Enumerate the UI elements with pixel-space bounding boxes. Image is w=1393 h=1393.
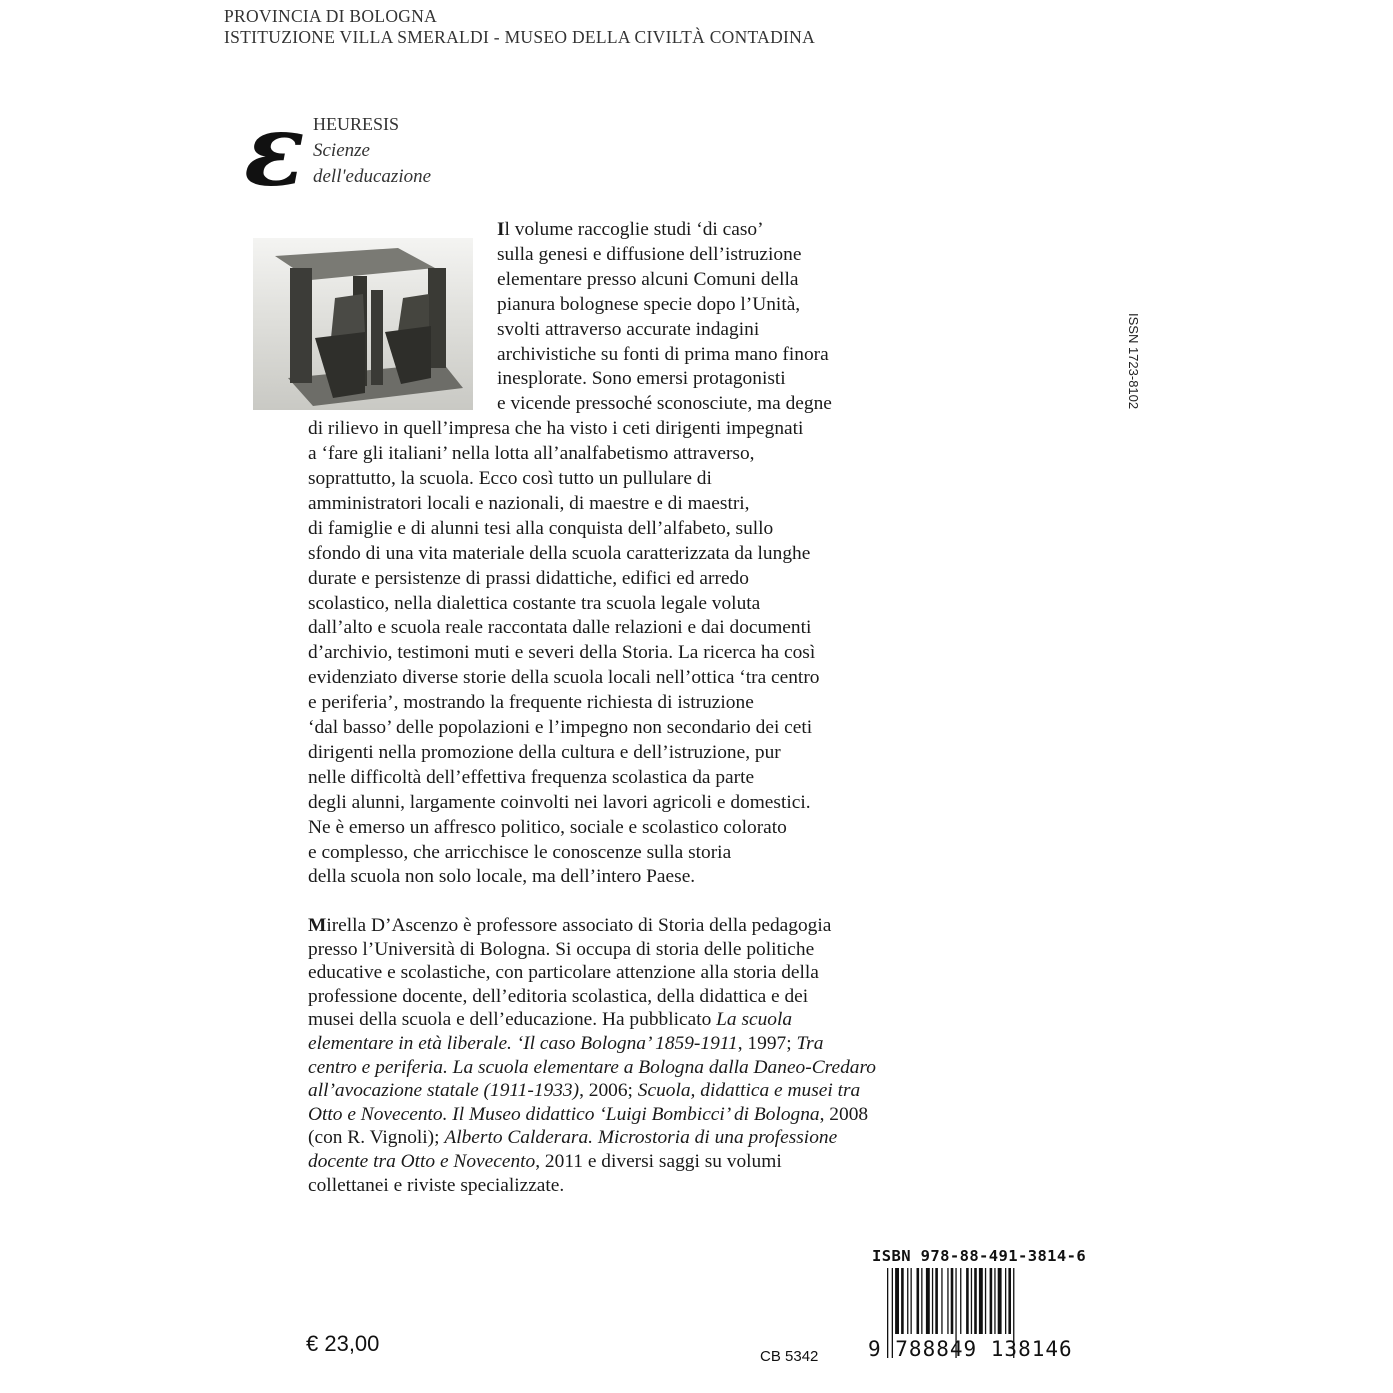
text-segment: ‘dal basso’ delle popolazioni e l’impegno non secondario dei ceti <box>308 717 813 738</box>
barcode-bar <box>932 1268 933 1334</box>
text-segment: soprattutto, la scuola. Ecco così tutto un pullulare di <box>308 468 712 489</box>
text-segment: durate e persistenze di prassi didattiche, edifici ed arredo <box>308 567 749 589</box>
description-line <box>497 244 801 266</box>
barcode-bar <box>974 1268 977 1334</box>
text-segment: svolti attraverso accurate indagini <box>497 318 760 340</box>
text-segment: collettanei e riviste specializzate. <box>308 1174 565 1196</box>
series-subtitle-1: Scienze <box>313 140 370 161</box>
bio-line <box>308 1175 564 1197</box>
text-segment: sulla genesi e diffusione dell’istruzione <box>497 243 802 265</box>
text-segment: dirigenti nella promozione della cultura e dell’istruzione, pur <box>308 741 781 763</box>
text-segment: amministratori locali e nazionali, di maestre e di maestri, <box>308 492 750 514</box>
barcode-bar <box>985 1268 986 1334</box>
text-segment: di rilievo in quell’impresa che ha visto i ceti dirigenti impegnati <box>308 418 804 440</box>
description-line <box>308 742 781 764</box>
description-line <box>497 344 829 366</box>
description-line <box>497 294 800 316</box>
text-segment: archivistiche su fonti di prima mano finora <box>497 343 829 365</box>
barcode-bar <box>901 1268 904 1334</box>
description-line <box>308 792 811 814</box>
barcode-bar <box>960 1268 961 1334</box>
barcode-bar <box>1005 1268 1006 1334</box>
issn-label: ISSN 1723-8102 <box>1126 313 1141 410</box>
text-segment: presso l’Università di Bologna. Si occupa di storia delle politiche <box>308 938 815 960</box>
description-line <box>308 518 773 540</box>
text-segment: evidenziato diverse storie della scuola locali nell’ottica ‘tra centro <box>308 667 820 689</box>
text-segment: musei della scuola e dell’educazione. Ha pubblicato <box>308 1009 717 1031</box>
barcode-bar <box>921 1268 922 1334</box>
description-line <box>308 667 819 689</box>
italic-title-text: centro e periferia. La scuola elementare a Bologna dalla Daneo-Credaro <box>308 1056 876 1078</box>
description-line <box>308 692 754 714</box>
barcode-bar <box>951 1268 954 1334</box>
description-line <box>308 443 755 465</box>
text-segment: elementare presso alcuni Comuni della <box>497 268 799 290</box>
text-segment: , 2006; <box>579 1080 638 1102</box>
text-segment: inesplorate. Sono emersi protagonisti <box>497 368 786 390</box>
barcode-bar <box>990 1268 993 1334</box>
description-line <box>497 269 799 291</box>
text-segment: della scuola non solo locale, ma dell’intero Paese. <box>308 866 696 888</box>
drop-cap: I <box>497 219 505 240</box>
bio-line <box>308 1033 823 1055</box>
text-segment: e periferia’, mostrando la frequente richiesta di istruzione <box>308 692 754 714</box>
description-line <box>308 767 754 789</box>
text-segment: d’archivio, testimoni muti e severi della Storia. La ricerca ha così <box>308 642 816 664</box>
description-line <box>308 642 815 664</box>
text-segment: , 1997; <box>737 1033 797 1054</box>
bio-line <box>308 939 814 961</box>
barcode-bar <box>971 1268 972 1334</box>
barcode-bar <box>947 1268 948 1334</box>
text-segment: scolastico, nella dialettica costante tra scuola legale voluta <box>308 592 761 614</box>
text-segment: di famiglie e di alunni tesi alla conquista dell’alfabeto, sullo <box>308 517 774 539</box>
barcode-bar <box>917 1268 920 1334</box>
description-line <box>308 817 787 839</box>
text-segment: sfondo di una vita materiale della scuola caratterizzata da lunghe <box>308 542 811 564</box>
description-line <box>497 368 786 390</box>
barcode-bar <box>1008 1268 1011 1334</box>
barcode-bar <box>979 1268 983 1334</box>
barcode-bar <box>895 1268 899 1334</box>
italic-title-text: La scuola <box>716 1009 793 1031</box>
description-line <box>308 717 812 739</box>
text-segment: , 2008 <box>819 1103 869 1125</box>
text-segment: l volume raccoglie studi ‘di caso’ <box>504 219 764 240</box>
italic-title-text: elementare in età liberale. ‘Il caso Bologna’ 1859-1911 <box>308 1033 738 1054</box>
school-desk-photo <box>253 238 473 410</box>
drop-cap: M <box>308 915 327 936</box>
description-line <box>497 219 764 241</box>
text-segment: , 2011 e diversi saggi su volumi <box>535 1151 782 1172</box>
text-segment: nelle difficoltà dell’effettiva frequenza scolastica da parte <box>308 766 755 788</box>
text-segment: e vicende pressoché sconosciute, ma degne <box>497 393 832 415</box>
text-segment: (con R. Vignoli); <box>308 1127 445 1149</box>
description-line <box>308 418 803 440</box>
bio-line <box>308 962 819 984</box>
italic-title-text: all’avocazione statale (1911-1933) <box>308 1080 580 1102</box>
description-line <box>497 319 759 341</box>
text-segment: e complesso, che arricchisce le conoscenze sulla storia <box>308 841 732 863</box>
description-line <box>308 593 760 615</box>
bio-line <box>308 1080 860 1102</box>
barcode-bar <box>907 1268 908 1334</box>
bio-line <box>308 986 808 1008</box>
italic-title-text: Scuola, didattica e musei tra <box>637 1080 861 1102</box>
italic-title-text: Otto e Novecento. Il Museo didattico ‘Luigi Bombicci’ di Bologna <box>308 1103 820 1125</box>
bio-line <box>308 915 831 937</box>
bio-line <box>308 1127 837 1149</box>
isbn-label: ISBN 978-88-491-3814-6 <box>872 1247 1087 1265</box>
barcode-bar <box>926 1268 930 1334</box>
text-segment: dall’alto e scuola reale raccontata dalle relazioni e dai documenti <box>308 617 812 639</box>
bio-line <box>308 1009 792 1031</box>
description-line <box>308 568 749 590</box>
description-line <box>308 842 731 864</box>
description-line <box>308 468 712 490</box>
italic-title-text: Tra <box>796 1033 824 1054</box>
description-line <box>308 543 810 565</box>
series-name: HEURESIS <box>313 114 400 134</box>
text-segment: irella D’Ascenzo è professore associato di Storia della pedagogia <box>326 915 832 936</box>
barcode-bar <box>966 1268 969 1334</box>
catalog-code: CB 5342 <box>760 1348 819 1365</box>
barcode-bar <box>911 1268 912 1334</box>
description-line <box>308 617 811 639</box>
text-segment: degli alunni, largamente coinvolti nei lavori agricoli e domestici. <box>308 791 811 813</box>
description-line <box>308 866 695 888</box>
text-segment: pianura bolognese specie dopo l’Unità, <box>497 293 801 315</box>
bio-line <box>308 1057 876 1079</box>
series-logo-epsilon: ε <box>244 91 305 209</box>
text-segment: professione docente, dell’editoria scolastica, della didattica e dei <box>308 985 809 1007</box>
italic-title-text: docente tra Otto e Novecento <box>308 1151 536 1172</box>
barcode-bar <box>941 1268 942 1334</box>
italic-title-text: Alberto Calderara. Microstoria di una professione <box>444 1127 838 1149</box>
barcode-digits: 9 788849 138146 <box>868 1337 1073 1361</box>
text-segment: a ‘fare gli italiani’ nella lotta all’analfabetismo attraverso, <box>308 443 755 465</box>
bio-line <box>308 1151 782 1173</box>
barcode-bar <box>998 1268 1002 1334</box>
description-line <box>308 493 750 515</box>
publisher-line-1: PROVINCIA DI BOLOGNA <box>224 6 438 26</box>
price-label: € 23,00 <box>306 1331 380 1356</box>
bio-line <box>308 1104 868 1126</box>
text-segment: educative e scolastiche, con particolare attenzione alla storia della <box>308 962 819 984</box>
series-subtitle-2: dell'educazione <box>313 166 432 187</box>
description-line <box>497 393 832 415</box>
barcode-bar <box>935 1268 938 1334</box>
publisher-line-2: ISTITUZIONE VILLA SMERALDI - MUSEO DELLA CIVILTÀ CONTADINA <box>224 27 816 47</box>
text-segment: Ne è emerso un affresco politico, sociale e scolastico colorato <box>308 816 787 838</box>
barcode-bar <box>994 1268 995 1334</box>
